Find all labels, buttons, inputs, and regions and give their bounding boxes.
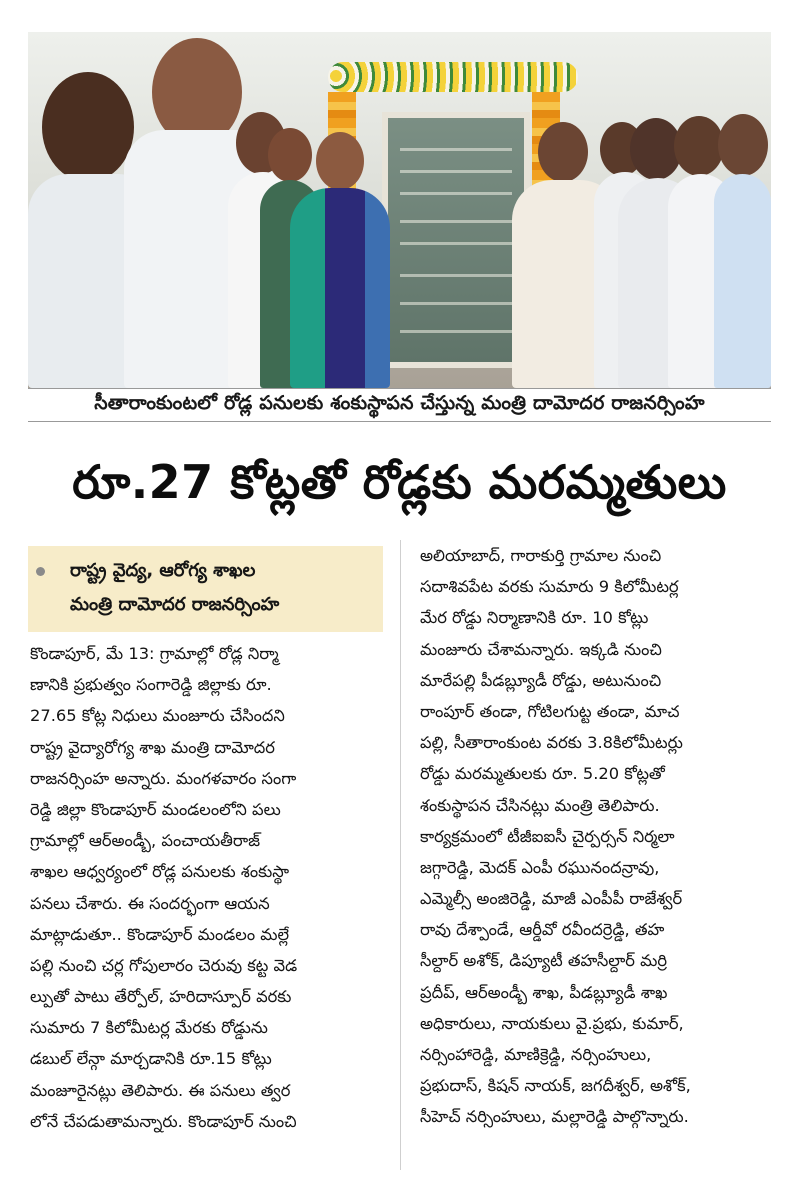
person (714, 114, 771, 388)
plaque-line (400, 330, 512, 333)
photo-caption: సీతారాంకుంటలో రోడ్ల పనులకు శంకుస్థాపన చేస్తున్న మంత్రి దామోదర రాజనర్సింహ (28, 388, 771, 422)
article-line: కార్యక్రమంలో టీజీఐఐసీ చైర్పర్సన్ నిర్మలా (420, 826, 675, 846)
highlight-box (28, 546, 383, 632)
highlight-line-2: మంత్రి దామోదర రాజనర్సింహ (70, 594, 280, 615)
article-line: జగ్గారెడ్డి, మెదక్ ఎంపీ రఘునందన్రావు, (420, 857, 660, 877)
article-line: సీల్దార్ అశోక్, డిప్యూటీ తహసీల్దార్ మర్రి (420, 951, 668, 971)
plaque-line (400, 242, 512, 245)
plaque-line (400, 148, 512, 151)
plaque-line (400, 192, 512, 195)
column-divider (400, 540, 401, 1170)
article-line: 27.65 కోట్ల నిధులు మంజూరు చేసిందని (30, 706, 285, 726)
article-line: రాష్ట్ర వైద్యారోగ్య శాఖ మంత్రి దామోదర (30, 737, 275, 757)
article-line: మాట్లాడుతూ.. కొండాపూర్ మండలం మల్లే (30, 924, 290, 944)
person (290, 132, 390, 388)
article-line: రాజనర్సింహ అన్నారు. మంగళవారం సంగా (30, 768, 297, 788)
news-photo (28, 32, 771, 388)
article-line: రాంపూర్ తండా, గోటిలగుట్ట తండా, మాచ (420, 701, 680, 721)
article-column-2 (420, 540, 772, 1133)
article-line: మంజూరు చేశామన్నారు. ఇక్కడి నుంచి (420, 639, 662, 659)
article-line: రెడ్డి జిల్లా కొండాపూర్ మండలంలోని పలు (30, 799, 281, 819)
article-line: సుమారు 7 కిలోమీటర్ల మేరకు రోడ్డును (30, 1018, 268, 1038)
article-line: ప్రదీప్, ఆర్అండ్బీ శాఖ, పీడబ్ల్యూడీ శాఖ (420, 982, 668, 1002)
article-line: మారేపల్లి పీడబ్ల్యూడీ రోడ్డు, అటునుంచి (420, 670, 662, 690)
article-column-1 (30, 638, 382, 1137)
plaque-line (400, 302, 512, 305)
foundation-plaque (382, 112, 530, 368)
article-line: శంకుస్థాపన చేసినట్లు మంత్రి తెలిపారు. (420, 795, 660, 815)
article-line: ణానికి ప్రభుత్వం సంగారెడ్డి జిల్లాకు రూ. (30, 675, 272, 695)
headline: రూ.27 కోట్లతో రోడ్లకు మరమ్మతులు (72, 455, 727, 509)
plaque-line (400, 220, 512, 223)
article-line: లోనే చేపడుతామన్నారు. కొండాపూర్ నుంచి (30, 1111, 297, 1131)
flower-garland (328, 62, 578, 92)
article-line: ప్రభుదాస్, కిషన్ నాయక్, జగదీశ్వర్, అశోక్, (420, 1076, 691, 1096)
article-line: మంజూరైనట్లు తెలిపారు. ఈ పనులు త్వర (30, 1080, 291, 1100)
plaque-line (400, 274, 512, 277)
article-line: సదాశివపేట వరకు సుమారు 9 కిలోమీటర్ల (420, 577, 679, 597)
article-line: కొండాపూర్, మే 13: గ్రామాల్లో రోడ్ల నిర్మా (30, 644, 279, 663)
article-line: రావు దేశ్పాండే, ఆర్డీవో రవీందర్రెడ్డి, తహ (420, 920, 665, 940)
article-line: అలియాబాద్, గారాకుర్తి గ్రామాల నుంచి (420, 546, 662, 565)
article-line: సీహెచ్ నర్సింహులు, మల్లారెడ్డి పాల్గొన్నారు. (420, 1107, 689, 1127)
article-line: డబుల్ లేన్గా మార్చడానికి రూ.15 కోట్లు (30, 1049, 272, 1069)
article-line: అధికారులు, నాయకులు వై.ప్రభు, కుమార్, (420, 1013, 684, 1033)
article-line: గ్రామాల్లో ఆర్అండ్బీ, పంచాయతీరాజ్ (30, 831, 261, 851)
article-line: పల్లి, సీతారాంకుంట వరకు 3.8కిలోమీటర్లు (420, 733, 683, 753)
article-line: ల్పుతో పాటు తేర్పోల్, హరిదాస్పూర్ వరకు (30, 987, 292, 1007)
plaque-line (400, 170, 512, 173)
bullet-icon (36, 567, 45, 576)
article-line: రోడ్డు మరమ్మతులకు రూ. 5.20 కోట్లతో (420, 764, 665, 784)
article-line: పల్లి నుంచి చర్ల గోపులారం చెరువు కట్ట వెడ (30, 955, 298, 975)
article-line: మేర రోడ్డు నిర్మాణానికి రూ. 10 కోట్లు (420, 608, 649, 628)
highlight-line-1: రాష్ట్ర వైద్య, ఆరోగ్య శాఖల (70, 560, 256, 581)
article-line: ఎమ్మెల్సీ అంజిరెడ్డి, మాజీ ఎంపీపీ రాజేశ్వర్ (420, 889, 683, 909)
article-line: శాఖల ఆధ్వర్యంలో రోడ్ల పనులకు శంకుస్థా (30, 862, 289, 882)
article-line: పనలు చేశారు. ఈ సందర్భంగా ఆయన (30, 893, 270, 913)
article-line: నర్సింహారెడ్డి, మాణిక్రెడ్డి, నర్సింహులు, (420, 1045, 652, 1064)
